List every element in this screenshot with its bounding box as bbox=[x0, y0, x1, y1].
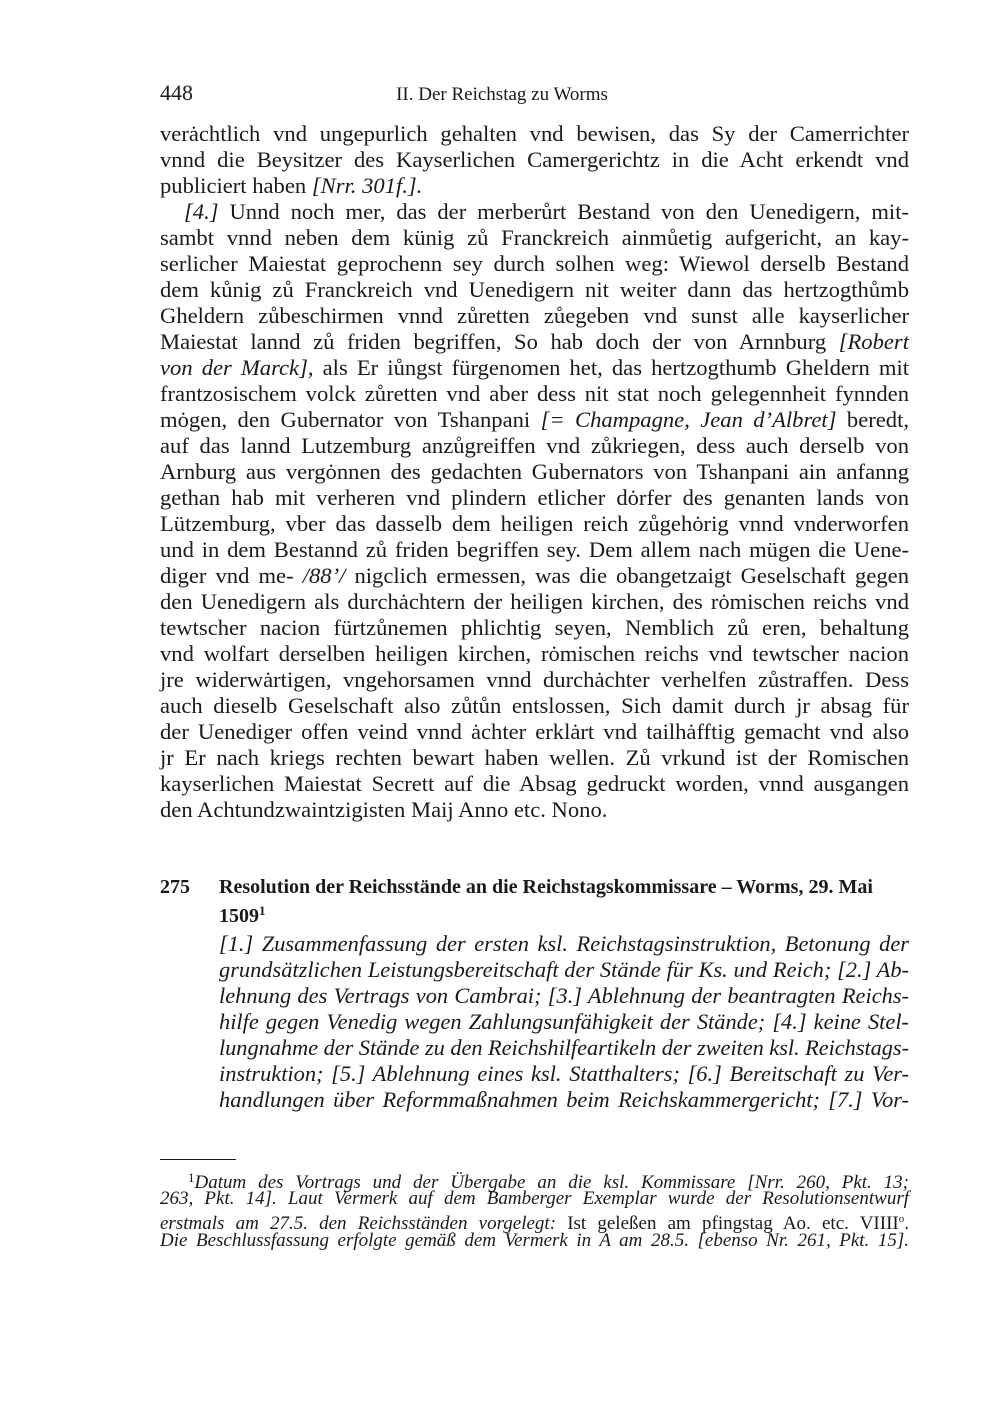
entry-title: Resolution der Reichsstände an die Reichstagskommissare – Worms, 29. Mai bbox=[219, 876, 873, 898]
footnote-reference: 1 bbox=[259, 903, 266, 918]
cross-reference: [Nrr. 301f.]. bbox=[311, 173, 423, 198]
superscript: o bbox=[898, 1213, 905, 1225]
text-run bbox=[160, 355, 909, 380]
footnote-line bbox=[160, 1188, 909, 1209]
text-line: gethan hab mit verheren vnd plindern etlicher dȯrfer des genanten lands von bbox=[160, 485, 909, 510]
text-line bbox=[160, 173, 909, 199]
text-line: vnnd die Beysitzer des Kayserlichen Camergerichtz in die Acht erkendt vnd bbox=[160, 147, 909, 172]
entry-title-continued bbox=[219, 899, 909, 928]
text-line: auch dieselb Geselschaft also zůtůn entslossen, Sich damit durch jr absag für bbox=[160, 693, 909, 718]
text-run bbox=[160, 407, 909, 432]
text-line: tewtscher nacion fürtzůnemen phlichtig seyen, Nemblich zů eren, behaltung bbox=[160, 615, 909, 640]
text-line: vnd wolfart derselben heiligen kirchen, rȯmischen reichs vnd tewtscher nacion bbox=[160, 641, 909, 666]
text-line: den Uenedigern als durchȧchtern der heiligen kirchen, des rȯmischen reichs vnd bbox=[160, 589, 909, 614]
footnote-mark: 1 bbox=[188, 1170, 195, 1185]
summary-line: handlungen über Reformmaßnahmen beim Reichskammergericht; [7.] Vor- bbox=[219, 1087, 909, 1112]
text-run-end: beredt, bbox=[836, 407, 909, 432]
entry-number: 275 bbox=[160, 876, 190, 898]
source-quotation: Ist geleßen am pfingstag Ao. etc. VIIII bbox=[567, 1213, 899, 1234]
punctuation: . bbox=[904, 1213, 909, 1234]
text-line bbox=[160, 355, 909, 381]
footnote-text-run: Die Beschlussfassung erfolgte gemäß dem Vermerk in A am 28.5. [ebenso Nr. 261, Pkt. 15]. bbox=[160, 1230, 909, 1251]
footnote-rule bbox=[160, 1159, 236, 1160]
folio-marker: /88’/ bbox=[302, 563, 346, 588]
text-line bbox=[160, 329, 909, 355]
summary-line: [1.] Zusammenfassung der ersten ksl. Reichstagsinstruktion, Betonung der bbox=[219, 931, 909, 956]
text-run-start: diger vnd me- bbox=[160, 563, 303, 588]
text-line: den Achtundzwaintzigisten Maij Anno etc. Nono. bbox=[160, 797, 608, 822]
text-line bbox=[160, 407, 909, 433]
paragraph-number: [4.] bbox=[184, 199, 219, 224]
text-line: Arnburg aus vergȯnnen des gedachten Gubernators von Tshanpani ain anfanng bbox=[160, 459, 909, 484]
text-line: der Uenediger offen veind vnnd ȧchter erklȧrt vnd tailhȧfftig gemacht vnd also bbox=[160, 719, 909, 744]
paragraph-marker bbox=[184, 199, 909, 224]
text-line: Lützemburg, vber das dasselb dem heiligen reich zůgehȯrig vnnd vnderworfen bbox=[160, 511, 909, 536]
footnote-line bbox=[160, 1230, 909, 1251]
entry-year: 1509 bbox=[219, 905, 259, 927]
editorial-note: [= Champagne, Jean d’Albret] bbox=[540, 407, 837, 432]
summary-line: lehnung des Vertrags von Cambrai; [3.] Ablehnung der beantragten Reichs- bbox=[219, 983, 909, 1008]
text-run-continued: , als Er iůngst fürgenomen het, das hertzogthumb Gheldern mit bbox=[307, 355, 909, 380]
text-line: auf das lannd Lutzemburg anzůgreiffen vnd zůkriegen, dess auch derselb von bbox=[160, 433, 909, 458]
text-line: sambt vnnd neben dem künig zů Franckreich ainmůetig aufgericht, an kay- bbox=[160, 225, 909, 250]
text-run: Maiestat lannd zů friden begriffen, So hab doch der von Arnnburg bbox=[160, 329, 839, 354]
editorial-note: [Robert bbox=[838, 329, 909, 354]
footnote-text-run: 263, Pkt. 14]. Laut Vermerk auf dem Bamberger Exemplar wurde der Resolutionsentwurf bbox=[160, 1188, 909, 1209]
text-line: kayserlichen Maiestat Secrett auf die Absag gedruckt worden, vnnd ausgangen bbox=[160, 771, 909, 796]
text-line bbox=[160, 563, 909, 589]
text-line bbox=[160, 199, 909, 225]
text-line: verȧchtlich vnd ungepurlich gehalten vnd bewisen, das Sy der Camerrichter bbox=[160, 121, 909, 146]
summary-line: hilfe gegen Venedig wegen Zahlungsunfähigkeit der Stände; [4.] keine Stel- bbox=[219, 1009, 909, 1034]
editorial-note: von der Marck] bbox=[160, 355, 308, 380]
running-title: II. Der Reichstag zu Worms bbox=[396, 84, 608, 105]
text-line: jr Er nach kriegs rechten bewart haben wellen. Zů vrkund ist der Romischen bbox=[160, 745, 909, 770]
text-line: Gheldern zůbeschirmen vnnd zůretten zůegeben vnd sunst alle kayserlicher bbox=[160, 303, 909, 328]
text-line: serlicher Maiestat geprochenn sey durch solhen weg: Wiewol derselb Bestand bbox=[160, 251, 909, 276]
page-number: 448 bbox=[160, 80, 193, 105]
text-run: Unnd noch mer, das der merberůrt Bestand von den Uenedigern, mit- bbox=[218, 199, 909, 224]
footnote-text-run: Datum des Vortrags und der Übergabe an die ksl. Kommissare [Nrr. 260, Pkt. 13; bbox=[194, 1172, 909, 1193]
summary-line: grundsätzlichen Leistungsbereitschaft der Stände für Ks. und Reich; [2.] Ab- bbox=[219, 957, 909, 982]
text-run-start: mȯgen, den Gubernator von Tshanpani bbox=[160, 407, 541, 432]
summary-line: instruktion; [5.] Ablehnung eines ksl. Statthalters; [6.] Bereitschaft zu Ver- bbox=[219, 1061, 909, 1086]
text-line: und in dem Bestannd zů friden begriffen sey. Dem allem nach mügen die Uene- bbox=[160, 537, 909, 562]
text-run: publiciert haben bbox=[160, 173, 312, 198]
text-run-end: nigclich ermessen, was die obangetzaigt Geselschaft gegen bbox=[345, 563, 909, 588]
text-run bbox=[160, 563, 909, 588]
text-line: frantzosischem volck zůretten vnd aber dess nit stat noch gelegennheit fynnden bbox=[160, 381, 909, 406]
text-line: dem kůnig zů Franckreich vnd Uenedigern nit weiter dann das hertzogthůmb bbox=[160, 277, 909, 302]
summary-line: lungnahme der Stände zu den Reichshilfeartikeln der zweiten ksl. Reichstags- bbox=[219, 1035, 909, 1060]
footnote-text-run: erstmals am 27.5. den Reichsständen vorgelegt: bbox=[160, 1213, 568, 1234]
text-line: jre widerwȧrtigen, vngehorsamen vnnd durchȧchter verhelfen zůstraffen. Dess bbox=[160, 667, 909, 692]
